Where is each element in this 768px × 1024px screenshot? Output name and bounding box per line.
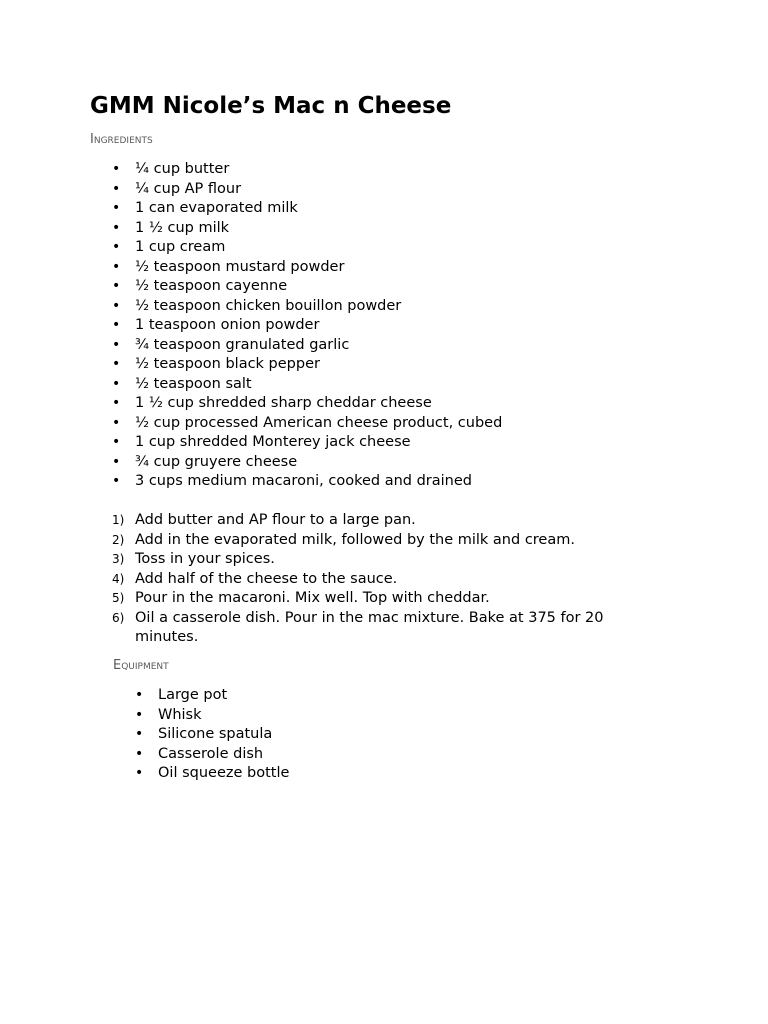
ingredient-item [112, 316, 502, 336]
step-text: Add butter and AP flour to a large pan. [135, 512, 416, 528]
bullet-icon: • [112, 317, 121, 333]
bullet-icon: • [112, 336, 121, 353]
bullet-icon: • [112, 414, 121, 431]
step-number: 2) [112, 532, 125, 547]
ingredient-item-text: 1 ½ cup milk [135, 219, 230, 236]
step-text: Add in the evaporated milk, followed by the milk and cream. [135, 531, 575, 548]
bullet-icon: • [112, 375, 121, 392]
step-number: 4) [112, 571, 125, 586]
bullet-icon: • [112, 239, 121, 255]
instruction-step [112, 589, 635, 609]
equipment-item-text: Oil squeeze bottle [158, 765, 290, 781]
ingredient-item [112, 297, 502, 317]
step-number: 3) [112, 552, 125, 566]
ingredient-item [112, 277, 502, 297]
bullet-icon: • [135, 687, 144, 703]
ingredient-item [112, 472, 502, 492]
bullet-icon: • [112, 278, 121, 294]
ingredient-item-text: 1 teaspoon onion powder [135, 317, 320, 333]
ingredient-item [112, 394, 502, 414]
bullet-icon: • [112, 200, 121, 216]
ingredient-item-text: ½ cup processed American cheese product, cubed [135, 414, 503, 431]
ingredient-item-text: ¼ cup butter [135, 161, 230, 177]
bullet-icon: • [135, 765, 144, 781]
ingredient-item [112, 414, 503, 434]
equipment-item [135, 706, 289, 726]
bullet-icon: • [135, 706, 144, 723]
ingredient-item-text: 1 can evaporated milk [135, 200, 298, 216]
ingredient-item-text: ½ teaspoon cayenne [135, 278, 288, 294]
equipment-item [135, 745, 289, 765]
equipment-item-text: Large pot [158, 687, 228, 703]
instruction-step [112, 550, 635, 570]
ingredient-item-text: ¾ cup gruyere cheese [135, 453, 298, 470]
bullet-icon: • [112, 356, 121, 372]
bullet-icon: • [135, 745, 144, 762]
step-number: 5) [112, 591, 125, 605]
ingredient-item-text: 1 cup shredded Monterey jack cheese [135, 434, 411, 450]
equipment-item [135, 725, 289, 745]
ingredient-item-text: ½ teaspoon mustard powder [135, 258, 345, 275]
bullet-icon: • [135, 726, 144, 742]
step-number: 6) [112, 610, 125, 625]
ingredient-item-text: 1 cup cream [135, 239, 226, 255]
instruction-step [112, 511, 635, 531]
recipe-title: GMM Nicole’s Mac n Cheese [90, 93, 452, 119]
equipment-item-text: Casserole dish [158, 745, 264, 762]
ingredient-item [112, 258, 502, 278]
bullet-icon: • [112, 180, 121, 197]
equipment-heading: Equipment [113, 658, 169, 673]
step-text: Toss in your spices. [135, 551, 275, 567]
ingredient-item [112, 453, 502, 473]
equipment-item-text: Silicone spatula [158, 726, 273, 742]
ingredient-item-text: ½ teaspoon salt [135, 375, 252, 392]
ingredients-list [112, 160, 503, 492]
bullet-icon: • [112, 297, 121, 314]
ingredient-item [112, 199, 502, 219]
ingredient-item-text: ½ teaspoon chicken bouillon powder [135, 297, 402, 314]
ingredient-item [112, 238, 502, 258]
ingredient-item [112, 160, 502, 180]
equipment-item-text: Whisk [158, 706, 202, 723]
bullet-icon: • [112, 395, 121, 411]
ingredient-item [112, 180, 502, 200]
step-number: 1) [112, 513, 125, 527]
instruction-step [112, 531, 635, 551]
ingredients-heading: Ingredients [90, 132, 153, 147]
bullet-icon: • [112, 453, 121, 470]
bullet-icon: • [112, 219, 121, 236]
step-text: Pour in the macaroni. Mix well. Top with cheddar. [135, 590, 490, 606]
ingredient-item-text: ½ teaspoon black pepper [135, 356, 320, 372]
bullet-icon: • [112, 473, 121, 489]
equipment-list [135, 686, 290, 784]
bullet-icon: • [112, 161, 121, 177]
bullet-icon: • [112, 258, 121, 275]
ingredient-item-text: ¼ cup AP flour [135, 180, 242, 197]
ingredient-item [112, 355, 502, 375]
instruction-step [112, 570, 635, 590]
bullet-icon: • [112, 434, 121, 450]
step-text: Oil a casserole dish. Pour in the mac mixture. Bake at 375 for 20 minutes. [135, 609, 604, 645]
ingredient-item-text: 3 cups medium macaroni, cooked and drained [135, 473, 472, 489]
ingredient-item-text: 1 ½ cup shredded sharp cheddar cheese [135, 395, 432, 411]
ingredient-item [112, 336, 502, 356]
equipment-item [135, 686, 289, 706]
instructions-list [112, 511, 635, 648]
ingredient-item [112, 433, 502, 453]
instruction-step [112, 609, 635, 648]
equipment-item [135, 764, 290, 784]
ingredient-item [112, 219, 502, 239]
step-text: Add half of the cheese to the sauce. [135, 570, 398, 587]
ingredient-item [112, 375, 502, 395]
ingredient-item-text: ¾ teaspoon granulated garlic [135, 336, 350, 353]
